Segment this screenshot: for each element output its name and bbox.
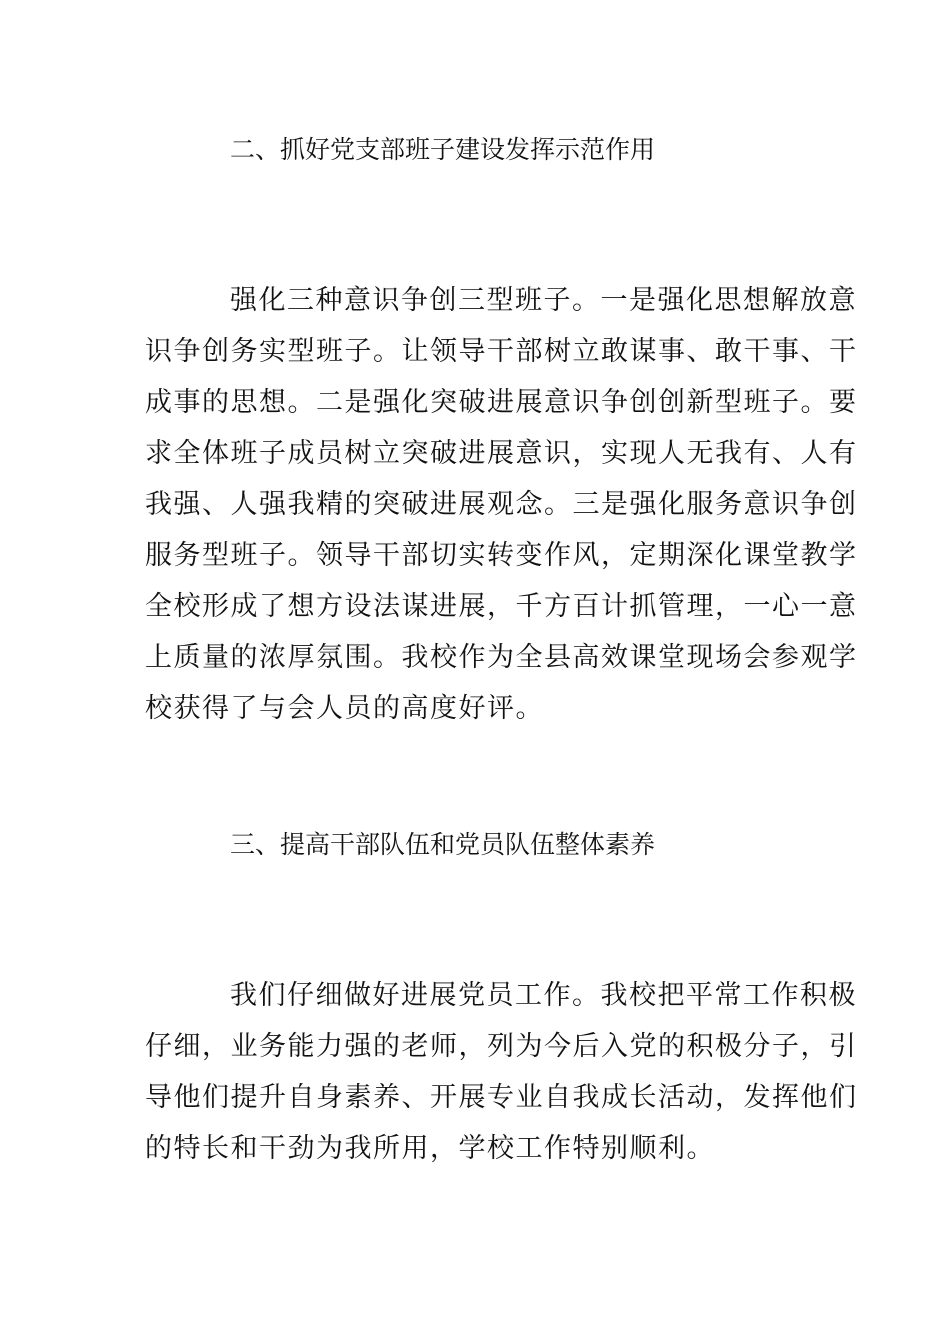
section-3-paragraph [145,970,858,1174]
paragraph-line: 成事的思想。二是强化突破进展意识争创创新型班子。要 [145,387,858,418]
paragraph-line: 导他们提升自身素养、开展专业自我成长活动，发挥他们 [145,1082,858,1113]
section-heading-2: 二、抓好党支部班子建设发挥示范作用 [230,135,656,164]
paragraph-line: 我强、人强我精的突破进展观念。三是强化服务意识争创 [145,489,858,520]
paragraph-line: 仔细，业务能力强的老师，列为今后入党的积极分子，引 [145,1031,858,1062]
paragraph-line: 我们仔细做好进展党员工作。我校把平常工作积极 [230,980,857,1011]
section-heading-3: 三、提高干部队伍和党员队伍整体素养 [230,830,656,859]
section-2-paragraph [145,275,858,734]
paragraph-line: 的特长和干劲为我所用，学校工作特别顺利。 [145,1133,715,1164]
paragraph-line: 求全体班子成员树立突破进展意识，实现人无我有、人有 [145,438,858,469]
paragraph-line: 校获得了与会人员的高度好评。 [145,693,544,724]
paragraph-line: 全校形成了想方设法谋进展，千方百计抓管理，一心一意 [145,591,858,622]
paragraph-line: 强化三种意识争创三型班子。一是强化思想解放意 [230,285,857,316]
paragraph-line: 上质量的浓厚氛围。我校作为全县高效课堂现场会参观学 [145,642,858,673]
paragraph-line: 识争创务实型班子。让领导干部树立敢谋事、敢干事、干 [145,336,858,367]
paragraph-line: 服务型班子。领导干部切实转变作风，定期深化课堂教学 [145,540,858,571]
